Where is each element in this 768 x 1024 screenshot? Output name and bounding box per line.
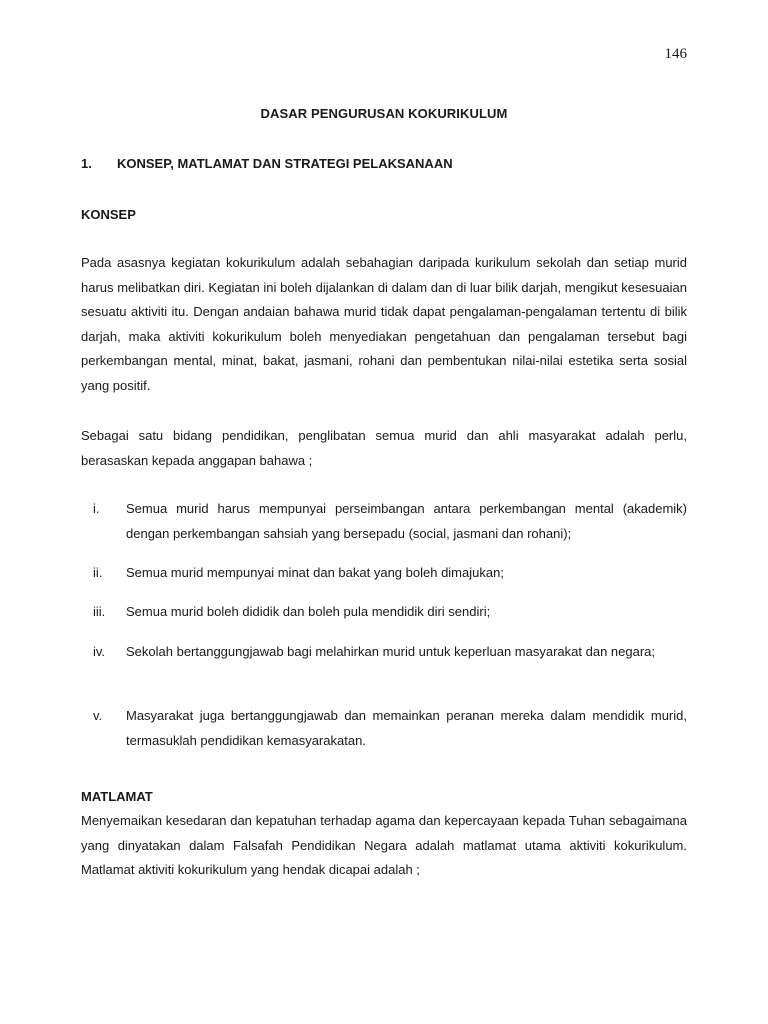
list-marker: iii. bbox=[93, 604, 106, 619]
konsep-heading: KONSEP bbox=[81, 207, 136, 222]
list-marker: v. bbox=[93, 708, 103, 723]
list-item bbox=[81, 497, 687, 546]
list-item bbox=[81, 600, 687, 625]
section-heading bbox=[81, 156, 453, 171]
list-marker: ii. bbox=[93, 565, 103, 580]
list-marker: i. bbox=[93, 501, 100, 516]
list-item-text: Semua murid harus mempunyai perseimbangan antara perkembangan mental (akademik) dengan perkembangan sahsiah yang bersepadu (social, jasmani dan rohani); bbox=[126, 501, 687, 541]
list-item-text: Semua murid boleh dididik dan boleh pula mendidik diri sendiri; bbox=[126, 604, 491, 619]
document-title: DASAR PENGURUSAN KOKURIKULUM bbox=[260, 106, 508, 121]
list-item-text: Semua murid mempunyai minat dan bakat yang boleh dimajukan; bbox=[126, 565, 504, 580]
section-number: 1. bbox=[81, 156, 92, 171]
matlamat-heading: MATLAMAT bbox=[81, 789, 153, 804]
matlamat-paragraph: Menyemaikan kesedaran dan kepatuhan terhadap agama dan kepercayaan kepada Tuhan sebagaimana yang dinyatakan dalam Falsafah Pendidikan Negara adalah matlamat utama aktiviti kokurikulum. Matlamat aktiviti kokurikulum yang hendak dicapai adalah ; bbox=[81, 813, 687, 877]
list-item bbox=[81, 561, 687, 586]
list-item bbox=[81, 704, 687, 753]
page-number: 146 bbox=[664, 46, 687, 62]
section-title: KONSEP, MATLAMAT DAN STRATEGI PELAKSANAAN bbox=[117, 156, 453, 171]
konsep-paragraph-1: Pada asasnya kegiatan kokurikulum adalah sebahagian daripada kurikulum sekolah dan setiap murid harus melibatkan diri. Kegiatan ini boleh dijalankan di dalam dan di luar bilik darjah, mengikut kesesuaian sesuatu aktiviti itu. Dengan andaian bahawa murid tidak dapat pengalaman-pengalaman tertentu di bilik darjah, maka aktiviti kokurikulum boleh menyediakan pengetahuan dan pengalaman tersebut bagi perkembangan mental, minat, bakat, jasmani, rohani dan pembentukan nilai-nilai estetika serta sosial yang positif. bbox=[81, 255, 687, 393]
list-item bbox=[81, 640, 687, 665]
list-item-text: Masyarakat juga bertanggungjawab dan memainkan peranan mereka dalam mendidik murid, termasuklah pendidikan kemasyarakatan. bbox=[126, 708, 687, 748]
konsep-paragraph-2: Sebagai satu bidang pendidikan, penglibatan semua murid dan ahli masyarakat adalah perlu, berasaskan kepada anggapan bahawa ; bbox=[81, 428, 687, 468]
list-marker: iv. bbox=[93, 644, 106, 659]
list-item-text: Sekolah bertanggungjawab bagi melahirkan murid untuk keperluan masyarakat dan negara; bbox=[126, 644, 656, 659]
